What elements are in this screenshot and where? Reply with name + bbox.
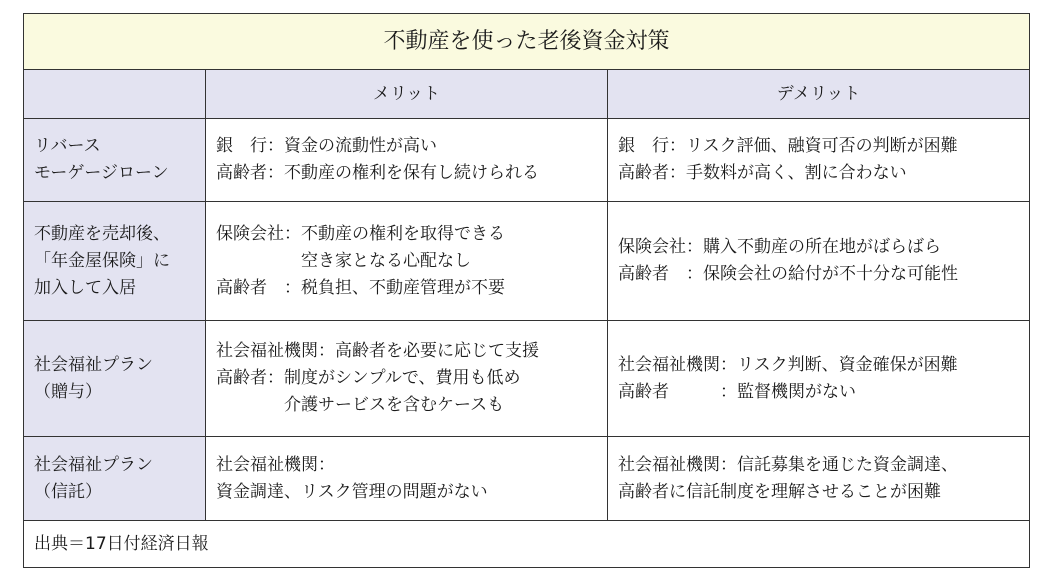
demerit-cell: [608, 321, 1030, 437]
demerit-line: 高齢者 ：監督機関がない: [618, 381, 856, 402]
merit-line: 高齢者：制度がシンプルで、費用も低め: [216, 368, 521, 388]
row-label-welfare-gift: [24, 321, 206, 437]
merit-line: 社会福祉機関：: [216, 454, 335, 475]
demerit-line: 社会福祉機関：リスク判断、資金確保が困難: [618, 354, 958, 375]
label-line: モーゲージローン: [34, 163, 169, 183]
merit-line: 介護サービスを含むケースも: [216, 395, 505, 415]
demerit-line: 高齢者 ：保険会社の給付が不十分な可能性: [618, 264, 958, 284]
label-line: 社会福祉プラン: [34, 454, 153, 475]
row-label-pension-insurance: [24, 202, 206, 321]
demerit-cell: [608, 202, 1030, 321]
header-merit: メリット: [206, 70, 608, 119]
table-row: [24, 119, 1030, 202]
label-line: 加入して入居: [34, 277, 136, 298]
header-corner: [24, 70, 206, 119]
table-row: [24, 202, 1030, 321]
demerit-cell: [608, 119, 1030, 202]
merit-cell: [206, 321, 608, 437]
merit-line: 高齢者 ：税負担、不動産管理が不要: [216, 277, 505, 298]
label-line: 「年金屋保険」に: [34, 250, 170, 271]
table-row: [24, 437, 1030, 521]
demerit-line: 保険会社：購入不動産の所在地がばらばら: [618, 237, 941, 257]
header-demerit: デメリット: [608, 70, 1030, 119]
comparison-table: [23, 13, 1030, 568]
merit-line: 資金調達、リスク管理の問題がない: [216, 481, 488, 502]
label-line: 不動産を売却後、: [34, 223, 170, 244]
demerit-line: 高齢者：手数料が高く、割に合わない: [618, 163, 907, 183]
merit-line: 空き家となる心配なし: [216, 250, 471, 271]
demerit-line: 社会福祉機関：信託募集を通じた資金調達、: [618, 454, 958, 475]
table-row: [24, 321, 1030, 437]
merit-line: 高齢者：不動産の権利を保有し続けられる: [216, 163, 539, 183]
demerit-cell: [608, 437, 1030, 521]
row-label-welfare-trust: [24, 437, 206, 521]
label-line: （贈与）: [34, 381, 102, 402]
table-title: 不動産を使った老後資金対策: [24, 14, 1030, 70]
label-line: 社会福祉プラン: [34, 354, 153, 375]
row-label-reverse-mortgage: [24, 119, 206, 202]
merit-line: 社会福祉機関：高齢者を必要に応じて支援: [216, 341, 539, 361]
merit-cell: [206, 119, 608, 202]
merit-cell: [206, 202, 608, 321]
demerit-line: 高齢者に信託制度を理解させることが困難: [618, 481, 941, 502]
merit-line: 保険会社：不動産の権利を取得できる: [216, 223, 505, 244]
label-line: （信託）: [34, 481, 102, 502]
merit-cell: [206, 437, 608, 521]
demerit-line: 銀 行：リスク評価、融資可否の判断が困難: [618, 136, 958, 156]
label-line: リバース: [34, 136, 101, 156]
source-note: 出典＝17日付経済日報: [24, 521, 1030, 568]
merit-line: 銀 行：資金の流動性が高い: [216, 136, 437, 156]
